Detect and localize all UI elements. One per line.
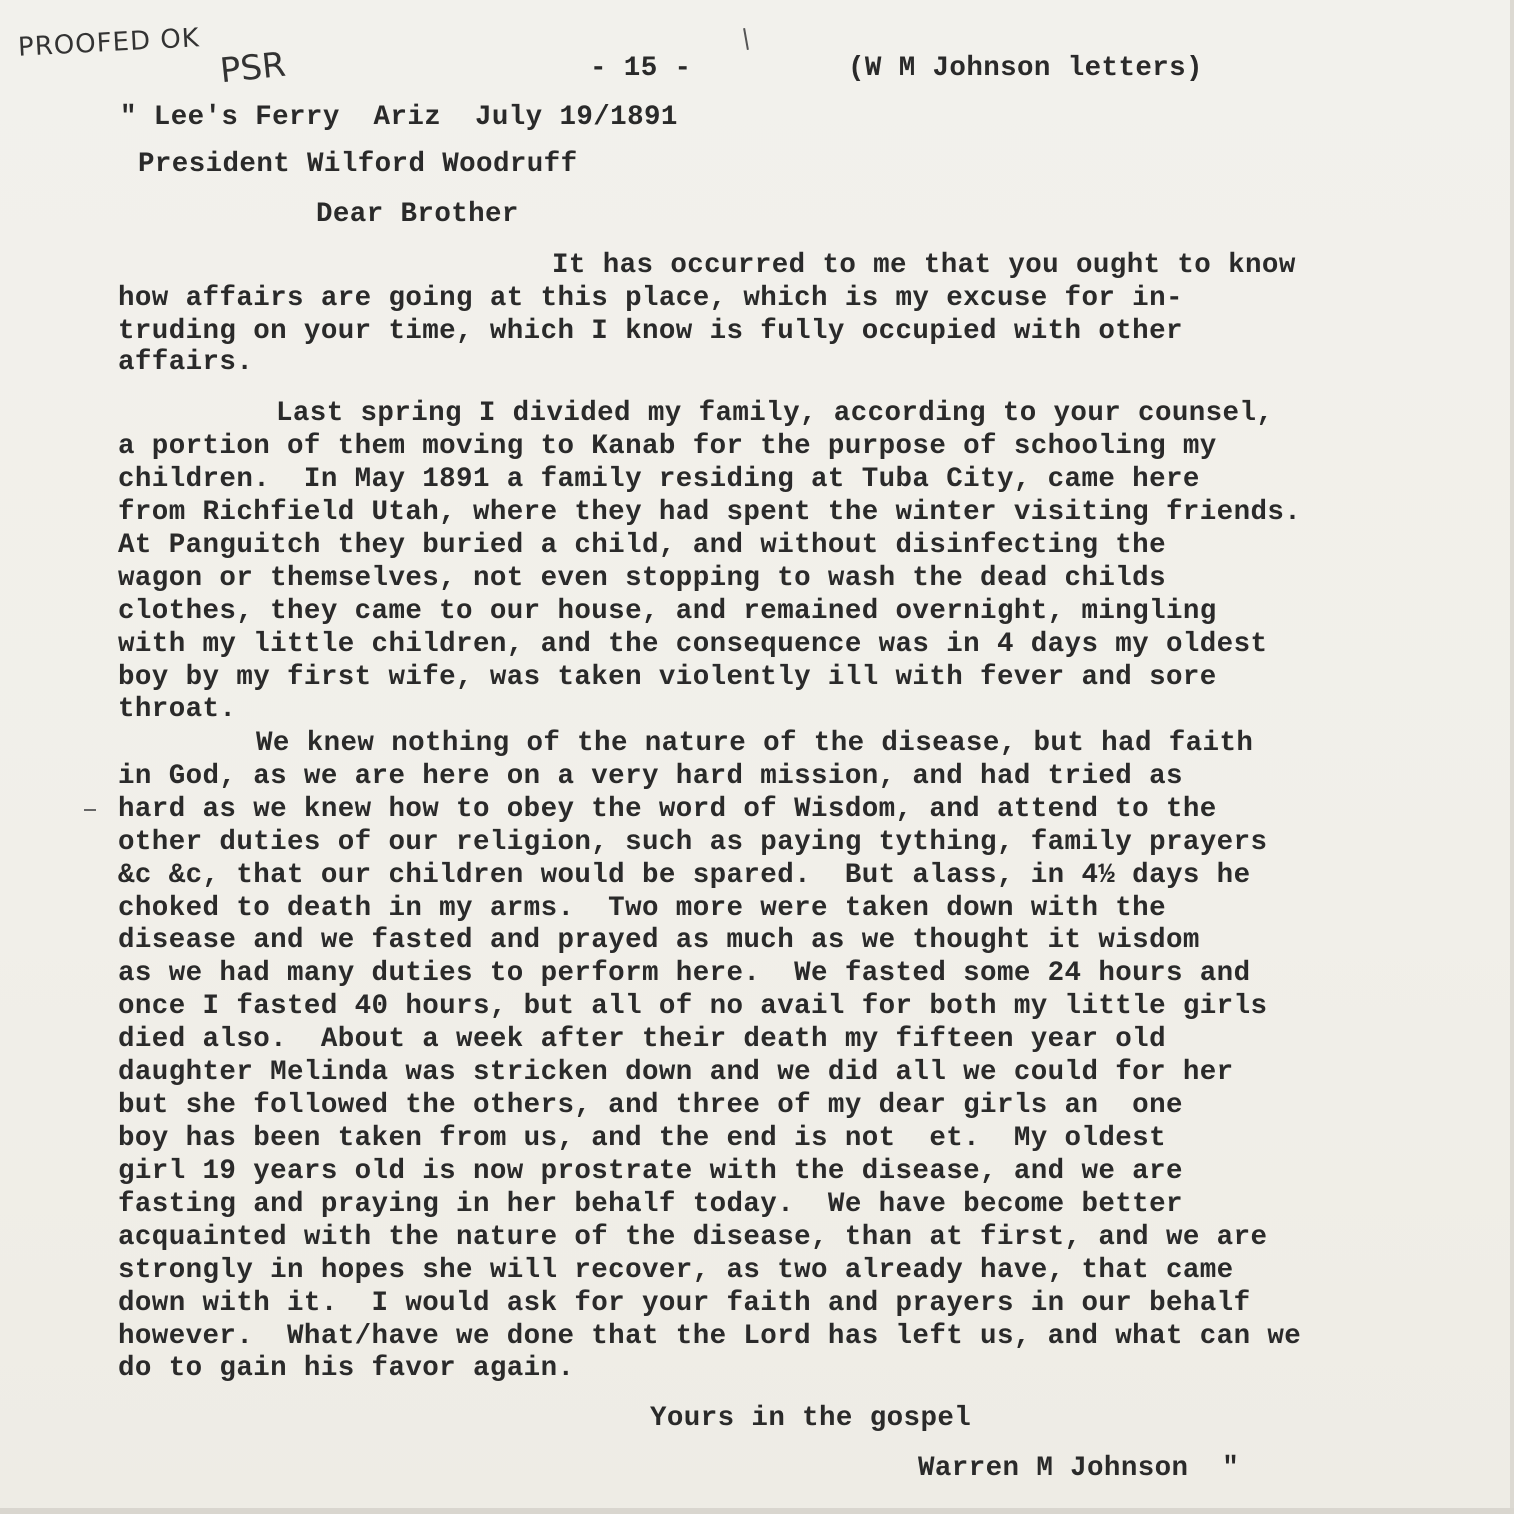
text-line: in God, as we are here on a very hard mission, and had tried as — [118, 761, 1183, 792]
text-line: with my little children, and the consequence was in 4 days my oldest — [118, 629, 1268, 660]
text-line: We knew nothing of the nature of the disease, but had faith — [256, 728, 1254, 759]
text-line: &c &c, that our children would be spared. But alass, in 4½ days he — [118, 860, 1251, 891]
handwritten-proofed-note: PROOFED OK — [17, 23, 201, 63]
text-line: died also. About a week after their death my fifteen year old — [118, 1024, 1166, 1055]
text-line: children. In May 1891 a family residing at Tuba City, came here — [118, 464, 1200, 495]
page-bottom-edge — [0, 1508, 1514, 1514]
text-line: down with it. I would ask for your faith and prayers in our behalf — [118, 1288, 1251, 1319]
text-line: wagon or themselves, not even stopping to wash the dead childs — [118, 563, 1166, 594]
text-line: It has occurred to me that you ought to know — [552, 250, 1296, 281]
text-line: acquainted with the nature of the disease, than at first, and we are — [118, 1222, 1268, 1253]
collection-title: (W M Johnson letters) — [848, 53, 1203, 84]
text-line: how affairs are going at this place, which is my excuse for in- — [118, 283, 1183, 314]
text-line: a portion of them moving to Kanab for the purpose of schooling my — [118, 431, 1217, 462]
text-line: hard as we knew how to obey the word of Wisdom, and attend to the — [118, 794, 1217, 825]
margin-dash-mark — [84, 809, 96, 811]
text-line: do to gain his favor again. — [118, 1353, 575, 1384]
text-line: choked to death in my arms. Two more were taken down with the — [118, 893, 1166, 924]
salutation: Dear Brother — [316, 199, 519, 230]
text-line: affairs. — [118, 347, 254, 378]
text-line: once I fasted 40 hours, but all of no avail for both my little girls — [118, 991, 1268, 1022]
text-line: fasting and praying in her behalf today. We have become better — [118, 1189, 1183, 1220]
closing: Yours in the gospel — [650, 1403, 972, 1434]
text-line: strongly in hopes she will recover, as two already have, that came — [118, 1255, 1234, 1286]
text-line: however. What/have we done that the Lord has left us, and what can we — [118, 1321, 1302, 1352]
text-line: from Richfield Utah, where they had spent the winter visiting friends. — [118, 497, 1302, 528]
page-number: - 15 - — [590, 53, 692, 84]
handwritten-initials: PSR — [218, 44, 288, 92]
text-line: truding on your time, which I know is fully occupied with other — [118, 316, 1183, 347]
text-line: boy by my first wife, was taken violently ill with fever and sore — [118, 662, 1217, 693]
text-line: but she followed the others, and three of my dear girls an one — [118, 1090, 1183, 1121]
pencil-tick-mark — [743, 28, 749, 50]
text-line: clothes, they came to our house, and remained overnight, mingling — [118, 596, 1217, 627]
text-line: Last spring I divided my family, according to your counsel, — [276, 398, 1274, 429]
text-line: girl 19 years old is now prostrate with the disease, and we are — [118, 1156, 1183, 1187]
dateline: " Lee's Ferry Ariz July 19/1891 — [120, 102, 678, 133]
text-line: other duties of our religion, such as paying tything, family prayers — [118, 827, 1268, 858]
text-line: disease and we fasted and prayed as much as we thought it wisdom — [118, 925, 1200, 956]
text-line: At Panguitch they buried a child, and without disinfecting the — [118, 530, 1166, 561]
page-right-edge — [1510, 0, 1514, 1514]
text-line: daughter Melinda was stricken down and we did all we could for her — [118, 1057, 1234, 1088]
addressee: President Wilford Woodruff — [138, 149, 578, 180]
text-line: as we had many duties to perform here. We fasted some 24 hours and — [118, 958, 1251, 989]
text-line: boy has been taken from us, and the end is not et. My oldest — [118, 1123, 1166, 1154]
signature: Warren M Johnson " — [918, 1453, 1240, 1484]
text-line: throat. — [118, 694, 237, 725]
